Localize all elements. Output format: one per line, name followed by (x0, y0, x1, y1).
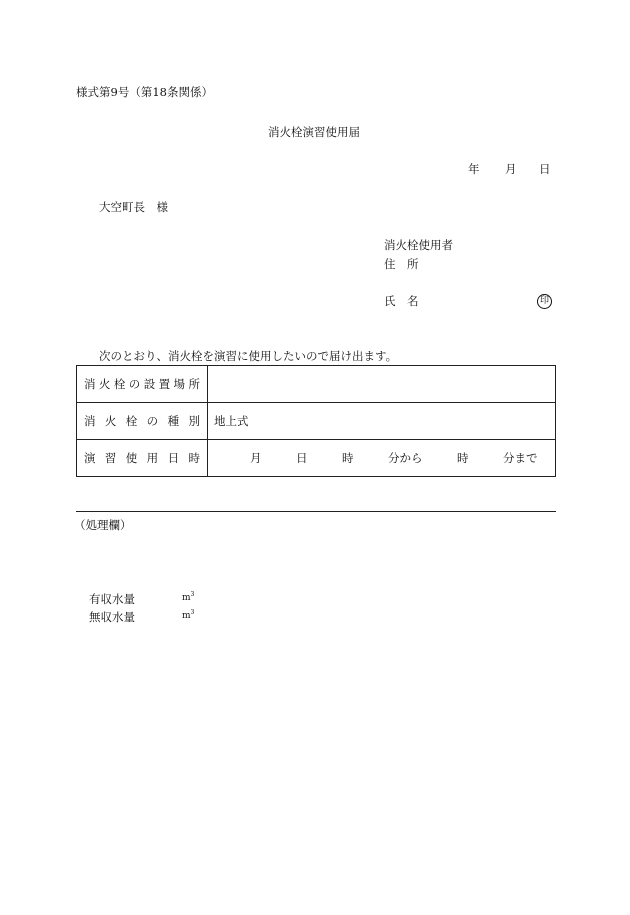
spread-label (84, 413, 200, 429)
table-row (77, 403, 556, 440)
form-number: 様式第9号（第18条関係） (76, 85, 213, 99)
label-char: 栓 (125, 414, 138, 428)
label-char: 置 (158, 377, 171, 391)
label-char: 設 (143, 377, 156, 391)
statement: 次のとおり、消火栓を演習に使用したいので届け出ます。 (99, 349, 398, 363)
label-char: 使 (125, 451, 138, 465)
seal-mark (537, 292, 552, 309)
label-char: 火 (98, 377, 111, 391)
label-char: 種 (167, 414, 180, 428)
revenue-water-label: 有収水量 (89, 592, 135, 606)
revenue-water-unit (182, 591, 194, 603)
table-label-cell (77, 403, 208, 440)
addressee: 大空町長 様 (99, 200, 168, 214)
label-char: 時 (188, 451, 200, 465)
form-table (76, 365, 556, 477)
installation-location-value (208, 366, 556, 403)
label-char: の (146, 414, 159, 428)
unit-text: m (182, 593, 191, 603)
table-label-cell (77, 440, 208, 477)
processing-heading: （処理欄） (74, 518, 132, 532)
label-char: 所 (188, 377, 200, 391)
label-char: 栓 (113, 377, 126, 391)
table-row (77, 366, 556, 403)
unit-superscript: 3 (190, 609, 195, 616)
label-char: 消 (84, 414, 96, 428)
label-char: の (128, 377, 141, 391)
applicant-name-label: 氏 名 (384, 294, 419, 308)
spread-label (84, 450, 200, 466)
label-char: 場 (173, 377, 186, 391)
label-char: 消 (84, 377, 96, 391)
date-year-label: 年 (468, 162, 480, 176)
label-char: 用 (146, 451, 159, 465)
usage-datetime-text: 月 日 時 分から 時 分まで (250, 451, 538, 465)
label-char: 習 (104, 451, 117, 465)
applicant-address-label: 住 所 (384, 257, 419, 271)
date-day-label: 日 (539, 162, 551, 176)
hydrant-type-value: 地上式 (208, 403, 556, 440)
processing-divider (76, 511, 556, 512)
applicant-heading: 消火栓使用者 (384, 238, 453, 252)
unit-text: m (182, 611, 191, 621)
non-revenue-water-label: 無収水量 (89, 610, 135, 624)
seal-mark-text: 印 (537, 294, 552, 309)
label-char: 日 (167, 451, 180, 465)
table-label-cell (77, 366, 208, 403)
date-month-label: 月 (505, 162, 517, 176)
usage-datetime-value (208, 440, 556, 477)
non-revenue-water-unit (182, 609, 194, 621)
label-char: 演 (84, 451, 96, 465)
spread-label (84, 376, 200, 392)
table-row (77, 440, 556, 477)
unit-superscript: 3 (190, 591, 195, 598)
label-char: 火 (104, 414, 117, 428)
label-char: 別 (188, 414, 200, 428)
form-title: 消火栓演習使用届 (268, 125, 360, 139)
